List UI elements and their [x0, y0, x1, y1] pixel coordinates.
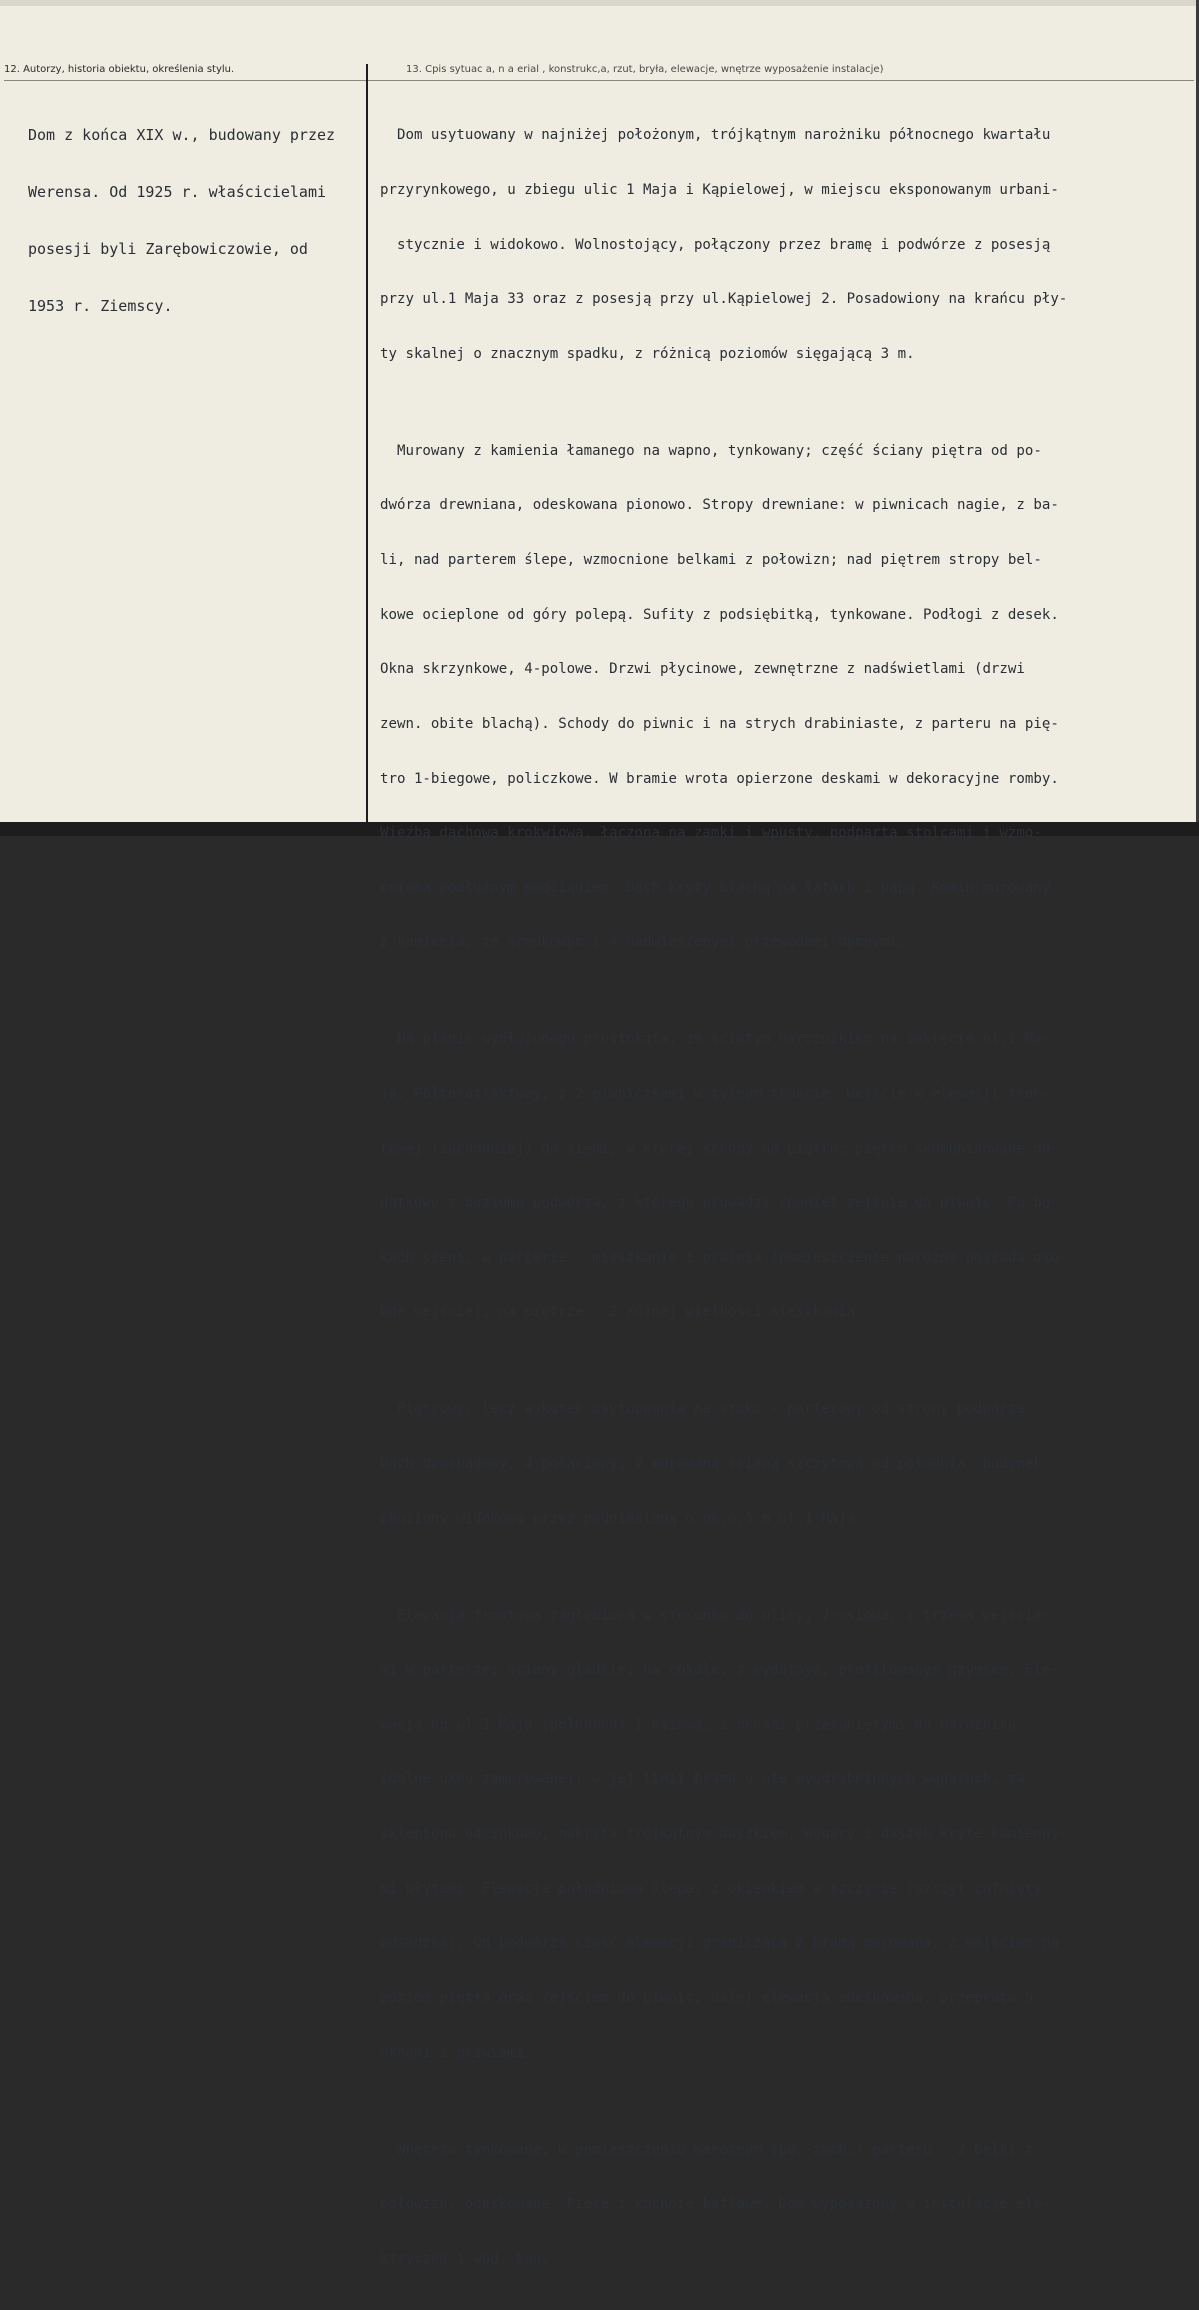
history-text: [28, 88, 364, 354]
text-line: sklepiona odcinkowo, nakryta trójkątnym daszkiem. Węgary i daszek kryte kamienny-: [380, 1826, 1068, 1843]
paragraph-elevations: [380, 1570, 1180, 2098]
text-line: Werensa. Od 1925 r. właścicielami: [28, 183, 327, 201]
column-divider: [366, 64, 368, 822]
text-line: dwórza drewniana, odeskowana pionowo. Stropy drewniane: w piwnicach nagie, z ba-: [380, 497, 1059, 514]
text-line: oknami i drzwiami.: [380, 2044, 533, 2061]
section-13-header: 13. Cpis sytuac a, n a erial , konstrukc,a, rzut, bryła, elewacje, wnętrze wyposażenie instalacje): [406, 64, 884, 75]
text-line: z kamienia, ze środkowym i 4 nadwieszonymi przewodami dymnymi.: [380, 934, 907, 951]
text-line: Dach dwuspadowy, 4-połaciowy, z murowaną ścianą szczytową od południa. Budynek: [380, 1456, 1042, 1473]
text-line: mi płytami. Elewacja południowa ślepa, z okienkiem w szczycie (szczyt cofnięty: [380, 1880, 1042, 1897]
paragraph-location: [380, 90, 1180, 399]
text-line: Piętrowy, lecz wskutek usytuowania na stoku - parterowy od strony podwórza.: [380, 1401, 1034, 1418]
text-line: połowizn, odeskowane. Piece i kuchnie kaflowe. Dom wyposażony w instalacje ele-: [380, 2196, 1051, 2213]
text-line: Dom z końca XIX w., budowany przez: [28, 126, 336, 144]
text-line: Na planie wydłużonego prostokąta, ze ściętym narożnikiem na zakręcie ul.1 Ma-: [380, 1031, 1051, 1048]
text-line: stycznie i widokowo. Wolnostojący, połączony przez bramę i podwórze z posesją: [380, 236, 1051, 253]
paragraph-form: [380, 1364, 1180, 1564]
text-line: cniona podłużnym podciągiem. Dach kryty blachą na łatach i papą. Komin murowany: [380, 879, 1051, 896]
text-line: li, nad parterem ślepe, wzmocnione belkami z połowizn; nad piętrem stropy bel-: [380, 552, 1042, 569]
text-line: ktryczną i wod.-kan.: [380, 2250, 550, 2267]
text-line: posesji byli Zarębowiczowie, od: [28, 240, 308, 258]
text-line: 1953 r. Ziemscy.: [28, 297, 173, 315]
text-line: przy ul.1 Maja 33 oraz z posesją przy ul.Kąpielowej 2. Posadowiony na krańcu pły-: [380, 291, 1068, 308]
text-line: Więźba dachowa krokwiowa, łączona na zamki i wpusty, podparta stolcami i wzmo-: [380, 825, 1042, 842]
text-line: przyrynkowego, u zbiegu ulic 1 Maja i Kąpielowej, w miejscu eksponowanym urbani-: [380, 182, 1059, 199]
text-line: poziom piętra oraz zejściem do piwnic; dalej elewacja odeskowana, przepruta 5: [380, 1989, 1034, 2006]
paragraph-plan: [380, 994, 1180, 1358]
section-12-header: 12. Autorzy, historia obiektu, określenia stylu.: [4, 64, 235, 75]
text-line: (dolne okno zamurowane); w jej linii brama o nie wyodrębnionych węgarach, za-: [380, 1771, 1034, 1788]
paragraph-construction: [380, 405, 1180, 988]
text-line: kach sieni, w parterze - mieszkanie i pralnia (pomieszczenie narożne posiada oso-: [380, 1249, 1068, 1266]
text-line: Okna skrzynkowe, 4-polowe. Drzwi płycinowe, zewnętrzne z nadświetlami (drzwi: [380, 661, 1025, 678]
description-text: [380, 90, 1180, 2310]
paragraph-interior: [380, 2104, 1180, 2304]
scan-top-edge: [0, 0, 1199, 6]
text-line: wacja od ul.1 Maja (północna) 1-osiowa, z oknami przesuniętymi do narożnika: [380, 1716, 1017, 1733]
text-line: Elewacja frontowa zagłębiona w stosunku do ulicy, 7-osiowa, z trzema wejścia-: [380, 1607, 1051, 1624]
text-line: bne wejście); na piętrze - 2 różnej wielkości mieszkania.: [380, 1304, 864, 1321]
text-line: Wnętrza tynkowane. W pomieszczeniu narożnym (pd.-zach.) parteru - 2 belki z: [380, 2141, 1034, 2158]
text-line: kowe ocieplone od góry polepą. Sufity z podsiębitką, tynkowane. Podłogi z desek.: [380, 606, 1059, 623]
text-line: zewn. obite blachą). Schody do piwnic i na strych drabiniaste, z parteru na pię-: [380, 715, 1059, 732]
text-line: ja. Półtoratraktowy, z 2 piwniczkami w tylnym trakcie. Wejście w elewacji fron-: [380, 1085, 1051, 1102]
text-line: odsadzką). Od podwórza część elewacji granicząca z bramą murowana, z wejściem na: [380, 1935, 1059, 1952]
text-line: datkowo z poziomu podwórza, z którego prowadzi również zejście do piwnic. Po bo-: [380, 1195, 1059, 1212]
text-line: obniżony widokowo przez podniesioną o ok.0,5 m ul.1 Maja.: [380, 1510, 864, 1527]
text-line: tro 1-biegowe, policzkowe. W bramie wrota opierzone deskami w dekoracyjne romby.: [380, 770, 1059, 787]
text-line: Dom usytuowany w najniżej położonym, trójkątnym narożniku północnego kwartału: [380, 127, 1051, 144]
text-line: ty skalnej o znacznym spadku, z różnicą poziomów sięgającą 3 m.: [380, 345, 915, 362]
header-divider: [4, 80, 1194, 81]
text-line: towej (zachodniej) do sieni, w której schody na piętro; piętro skomunikowane do-: [380, 1140, 1059, 1157]
text-line: mi w parterze; ściany gładkie, na cokole, z wydatnym, profilowanym gzymsem. Ele-: [380, 1662, 1059, 1679]
text-line: Murowany z kamienia łamanego na wapno, tynkowany; część ściany piętra od po-: [380, 442, 1042, 459]
